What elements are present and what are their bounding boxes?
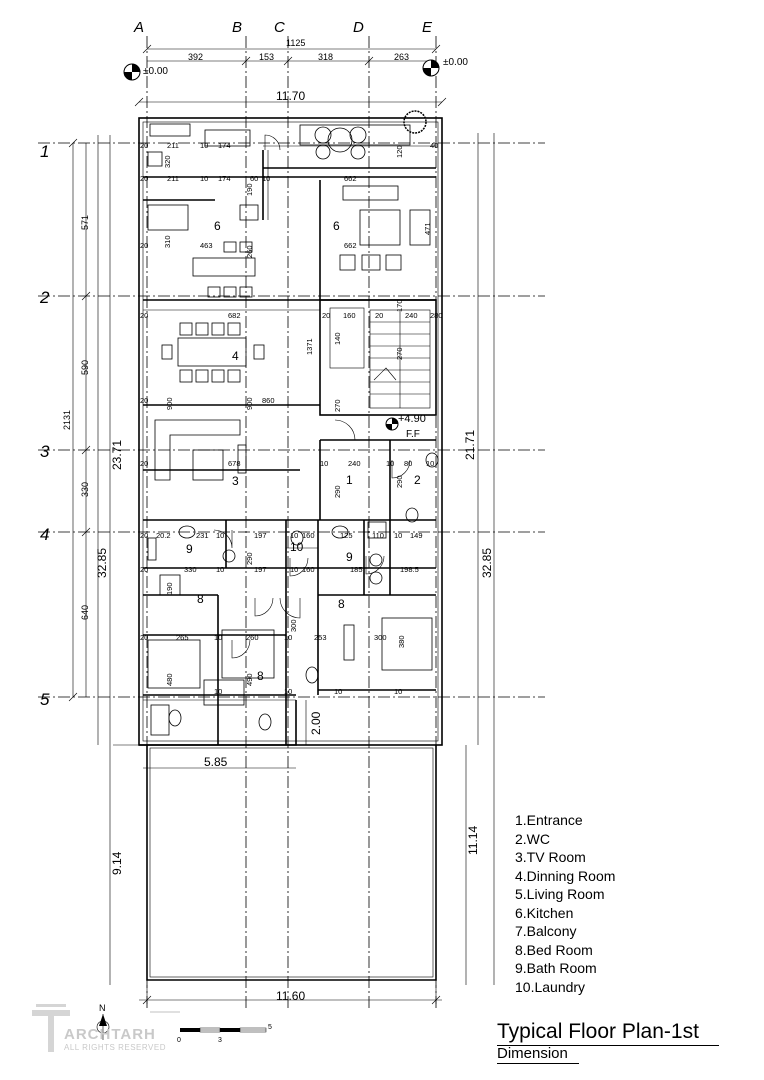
dim-left-full: 32.85 (95, 547, 109, 578)
legend-item: 6.Kitchen (515, 904, 574, 921)
legend-item: 7.Balcony (515, 923, 577, 939)
dim-80: 20.2 (156, 531, 171, 540)
room-legend (515, 811, 615, 996)
row-label-4: 4 (40, 525, 50, 544)
dim-10-o: 10 (284, 687, 293, 696)
dim-top-seg-3: 318 (318, 52, 334, 62)
room-number-living: 6 (333, 219, 340, 233)
dim-left-seg-3: 330 (80, 481, 90, 497)
dim-197-a: 197 (254, 531, 267, 540)
dim-900-a: 900 (165, 397, 174, 410)
dim-1371: 1371 (305, 338, 314, 355)
dim-10-g: 10 (216, 531, 225, 540)
row-grid-lines (38, 143, 545, 697)
room-number-bed-b: 8 (338, 597, 345, 611)
dim-185: 185 (350, 565, 363, 574)
dim-20-2: 280 (430, 311, 443, 320)
row-label-5: 5 (40, 690, 50, 709)
dim-300-b: 300 (289, 619, 298, 632)
dim-10-m: 10 (284, 633, 293, 642)
dim-10-j: 10 (216, 565, 225, 574)
dim-10-h: 10 (290, 531, 299, 540)
row-label-1: 1 (40, 142, 50, 161)
column-label-a: A (134, 19, 145, 36)
legend-item: 9.Bath Room (515, 960, 597, 976)
dim-20-h: 20 (140, 459, 149, 468)
dim-190-b: 190 (165, 582, 174, 595)
room-number-kitchen: 6 (214, 219, 221, 233)
dim-270-b: 270 (333, 399, 342, 412)
dim-253: 253 (314, 633, 327, 642)
dim-10-q: 10 (394, 687, 403, 696)
dim-10-e: 10 (386, 459, 395, 468)
watermark-text: ARCHTARH (64, 1026, 156, 1043)
dim-right-upper: 21.71 (463, 429, 477, 460)
column-label-e: E (422, 19, 433, 36)
dim-190: 190 (245, 183, 254, 196)
level-marker-right (423, 57, 468, 76)
drawing-subtitle: Dimension (497, 1045, 568, 1062)
top-dimension-chain (143, 38, 440, 65)
dim-top-total: 1125 (286, 38, 306, 48)
scale-bar (177, 1024, 272, 1044)
room-number-bath-b: 9 (346, 550, 353, 564)
dim-480: 480 (165, 673, 174, 686)
dim-left-seg-2: 590 (80, 359, 90, 375)
dim-recess-width: 5.85 (204, 755, 228, 769)
dim-10-c: 10 (262, 174, 271, 183)
scale-label-3: 3 (218, 1037, 222, 1044)
legend-item: 3.TV Room (515, 849, 586, 865)
dim-260-a: 260 (245, 245, 254, 258)
drawing-title: Typical Floor Plan-1st (497, 1020, 699, 1043)
dim-left-outer: 23.71 (110, 439, 124, 470)
dim-top-seg-2: 153 (259, 52, 275, 62)
legend-item: 8.Bed Room (515, 941, 593, 958)
scale-label-5: 5 (268, 1024, 272, 1031)
room-number-tv: 3 (232, 474, 239, 488)
right-dimension-chains (463, 133, 494, 985)
dim-200: 140 (333, 332, 342, 345)
dim-10-i: 10 (394, 531, 403, 540)
dim-left-yard: 9.14 (110, 851, 124, 875)
floor-level-label: F.F (406, 429, 420, 440)
room-number-wc: 2 (414, 473, 421, 487)
dim-10-l: 10 (214, 633, 223, 642)
dim-20-e: 20 (322, 311, 331, 320)
dim-160-c: 160 (302, 565, 315, 574)
floor-level-marker (386, 413, 426, 440)
column-label-b: B (232, 19, 243, 36)
dim-240-b: 240 (348, 459, 361, 468)
dim-463: 463 (200, 241, 213, 250)
dim-380: 380 (397, 635, 406, 648)
dim-174-b: 174 (218, 174, 231, 183)
legend-item: 10.Laundry (515, 978, 586, 995)
dim-20-a: 20 (140, 141, 149, 150)
level-left-text: ±0.00 (143, 66, 168, 77)
dim-678: 678 (228, 459, 241, 468)
dim-left-total: 2131 (62, 409, 72, 430)
dim-160-a: 160 (343, 311, 356, 320)
dim-300-a: 300 (374, 633, 387, 642)
dim-240-a: 240 (405, 311, 418, 320)
dim-310: 310 (163, 235, 172, 248)
dim-10-a: 10 (200, 141, 209, 150)
row-label-2: 2 (40, 288, 50, 307)
room-number-bath-a: 9 (186, 542, 193, 556)
dim-10-n: 10 (214, 687, 223, 696)
dim-160-b: 160 (302, 531, 315, 540)
legend-item: 4.Dinning Room (515, 867, 616, 884)
dim-20-j: 20 (140, 565, 149, 574)
dim-20-i: 20 (140, 531, 149, 540)
dim-right-yard: 11.14 (466, 825, 480, 855)
dim-471: 471 (423, 222, 432, 235)
watermark-subtext: ALL RIGHTS RESERVED (64, 1043, 166, 1052)
dim-40: 40 (430, 141, 439, 150)
column-grid-labels (133, 19, 433, 36)
floor-level-text: +4.90 (398, 413, 426, 425)
dim-265: 265 (176, 633, 189, 642)
dim-174-a: 174 (218, 141, 231, 150)
column-label-d: D (353, 19, 364, 36)
dim-right-full: 32.85 (480, 547, 494, 578)
dim-320: 320 (163, 155, 172, 168)
legend-item: 2.WC (515, 830, 550, 847)
dim-top-seg-1: 392 (188, 52, 204, 62)
dim-290-b: 290 (395, 475, 404, 488)
dim-231: 231 (196, 531, 209, 540)
dim-662-b: 662 (344, 241, 357, 250)
room-number-bed-a: 8 (197, 592, 204, 606)
dim-211-a: 211 (167, 141, 179, 150)
subtitle-underline (497, 1063, 579, 1064)
dim-140: 120 (395, 145, 404, 158)
dim-270-a: 270 (395, 347, 404, 360)
dim-60-a: 60 (250, 174, 259, 183)
dim-width-top-text: 11.70 (276, 89, 306, 103)
dim-290-c: 290 (245, 552, 254, 565)
row-label-3: 3 (40, 442, 50, 461)
dim-left-seg-4: 640 (80, 604, 90, 620)
dim-330: 330 (184, 565, 197, 574)
dim-490: 490 (245, 673, 254, 686)
dim-recess-depth: 2.00 (309, 711, 323, 735)
dim-10-p: 10 (334, 687, 343, 696)
dim-top-seg-4: 263 (394, 52, 410, 62)
dim-197-b: 197 (254, 565, 267, 574)
room-number-bed-c: 8 (257, 669, 264, 683)
dim-10-b: 10 (200, 174, 209, 183)
dim-width-bottom (139, 985, 442, 1004)
left-dimension-chains (62, 135, 147, 985)
level-right-text: ±0.00 (443, 57, 468, 68)
dim-860: 860 (262, 396, 275, 405)
dim-width-top (135, 89, 446, 106)
north-label: N (99, 1003, 106, 1013)
dim-10-k: 10 (290, 565, 299, 574)
scale-label-0: 0 (177, 1037, 181, 1044)
dim-260-b: 260 (246, 633, 259, 642)
dim-20-c: 20 (140, 241, 149, 250)
dim-width-bottom-text: 11.60 (276, 989, 306, 1003)
dim-125: 125 (340, 531, 353, 540)
dim-682: 682 (228, 311, 241, 320)
dim-662-a: 662 (344, 174, 357, 183)
dim-900-b: 900 (245, 397, 254, 410)
dim-170: 80 (404, 459, 413, 468)
dim-20-k: 20 (140, 633, 149, 642)
column-label-c: C (274, 19, 285, 36)
room-number-laundry: 10 (290, 540, 304, 554)
dim-20-f: 20 (375, 311, 384, 320)
dim-290-a: 290 (333, 485, 342, 498)
room-numbers (186, 219, 421, 683)
room-number-dining: 4 (232, 349, 239, 363)
dim-20-d: 20 (140, 311, 149, 320)
dim-20-g: 20 (140, 396, 149, 405)
dim-110: 110 (372, 531, 384, 540)
dim-20-b: 20 (140, 174, 149, 183)
dim-198-5: 198.5 (400, 565, 419, 574)
dim-left-seg-1: 571 (80, 214, 90, 230)
row-grid-labels (39, 142, 50, 709)
legend-item: 5.Living Room (515, 886, 605, 902)
level-marker-left (124, 64, 168, 80)
dim-10-d: 10 (320, 459, 329, 468)
dim-149: 149 (410, 531, 423, 540)
dim-211-b: 211 (167, 174, 179, 183)
room-number-entrance: 1 (346, 473, 353, 487)
dim-10-f: 10 (426, 459, 435, 468)
legend-item: 1.Entrance (515, 812, 583, 828)
dim-120: 170 (395, 299, 404, 312)
